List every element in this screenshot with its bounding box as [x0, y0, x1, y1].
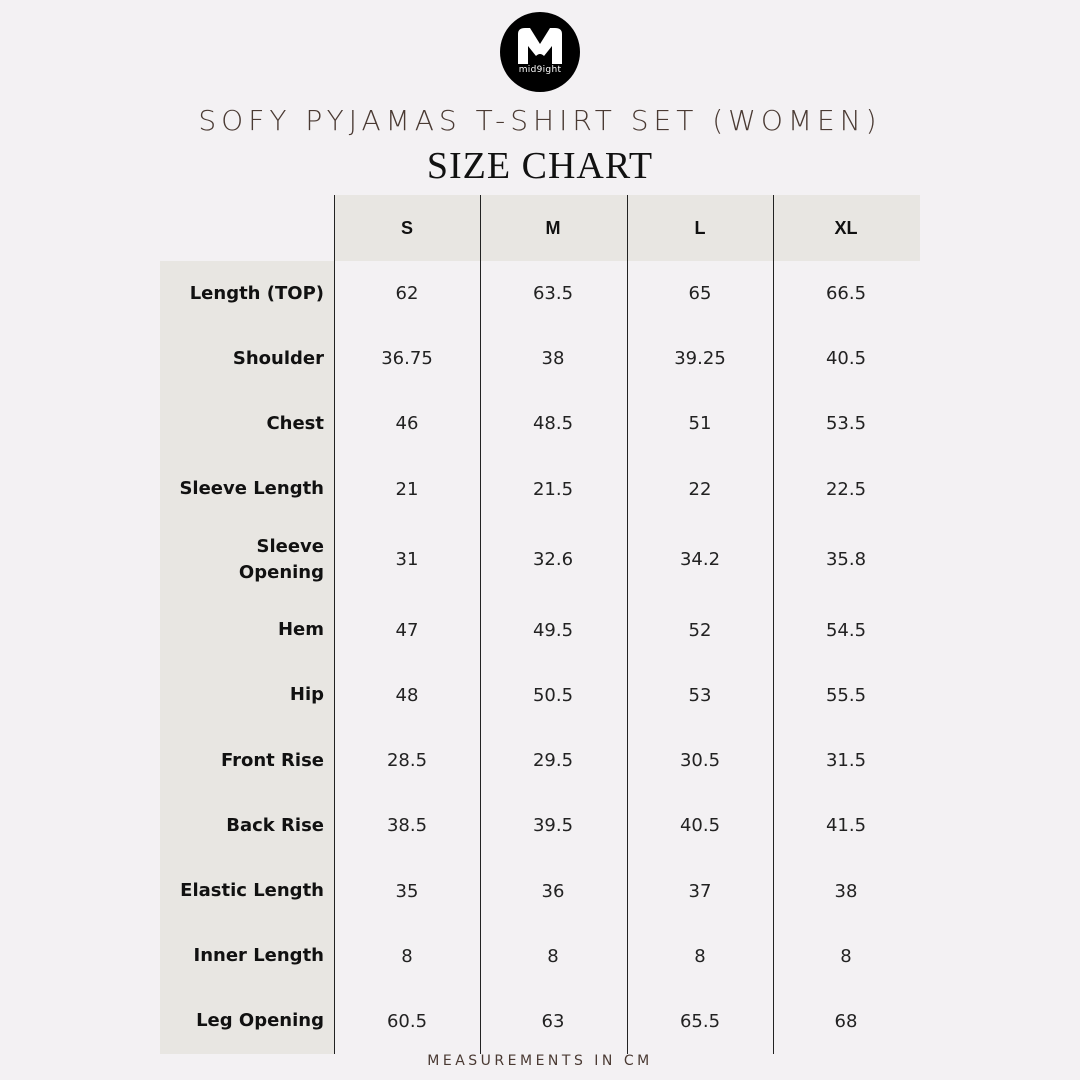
- table-cell: 62: [395, 283, 419, 305]
- row-label: Elastic Length: [180, 880, 324, 902]
- table-cell: 39.25: [674, 348, 726, 370]
- row-label: Front Rise: [220, 749, 324, 771]
- table-cell: 60.5: [386, 1010, 428, 1032]
- table-cell: 35.8: [825, 549, 867, 571]
- row-label: Sleeve Opening: [238, 535, 324, 583]
- table-cell: 50.5: [532, 684, 574, 706]
- table-cell: 37: [688, 880, 712, 902]
- row-label: Back Rise: [226, 814, 324, 836]
- table-cell: 41.5: [825, 815, 867, 837]
- table-cell: 65.5: [679, 1010, 721, 1032]
- table-cell: 38: [541, 348, 565, 370]
- table-cell: 39.5: [532, 815, 574, 837]
- table-cell: 28.5: [386, 750, 428, 772]
- product-title: SOFY PYJAMAS T-SHIRT SET (WOMEN): [198, 104, 882, 137]
- table-cell: 8: [840, 945, 852, 967]
- row-label: Shoulder: [232, 347, 324, 369]
- table-cell: 63: [541, 1010, 565, 1032]
- table-cell: 55.5: [825, 684, 867, 706]
- table-cell: 49.5: [532, 619, 574, 641]
- logo-m-icon: [500, 12, 580, 92]
- table-cell: 34.2: [679, 549, 721, 571]
- logo-wordmark: mid9ight: [518, 65, 562, 75]
- table-cell: 52: [688, 619, 712, 641]
- size-header-s: S: [400, 217, 413, 238]
- table-cell: 8: [694, 945, 706, 967]
- row-label: Inner Length: [193, 945, 324, 967]
- table-cell: 46: [395, 413, 419, 435]
- table-cell: 21.5: [532, 478, 574, 500]
- table-cell: 53: [688, 684, 712, 706]
- table-cell: 38: [834, 880, 858, 902]
- table-cell: 31.5: [825, 750, 867, 772]
- chart-title: SIZE CHART: [426, 145, 654, 187]
- table-cell: 66.5: [825, 283, 867, 305]
- row-label: Hem: [277, 619, 324, 641]
- row-label: Leg Opening: [196, 1010, 324, 1032]
- brand-logo: [500, 12, 580, 92]
- table-cell: 53.5: [825, 413, 867, 435]
- table-cell: 65: [688, 283, 712, 305]
- row-label: Hip: [289, 684, 324, 706]
- size-header-m: M: [545, 217, 561, 238]
- table-cell: 48.5: [532, 413, 574, 435]
- table-cell: 51: [688, 413, 712, 435]
- table-cell: 47: [395, 619, 419, 641]
- table-cell: 32.6: [532, 549, 574, 571]
- table-cell: 29.5: [532, 750, 574, 772]
- table-cell: 68: [834, 1010, 858, 1032]
- table-cell: 63.5: [532, 283, 574, 305]
- size-header-xl: XL: [834, 217, 858, 238]
- table-cell: 30.5: [679, 750, 721, 772]
- table-cell: 54.5: [825, 619, 867, 641]
- table-cell: 40.5: [679, 815, 721, 837]
- table-cell: 36.75: [381, 348, 433, 370]
- row-label: Length (TOP): [189, 282, 324, 304]
- table-cell: 40.5: [825, 348, 867, 370]
- table-cell: 8: [547, 945, 559, 967]
- table-cell: 38.5: [386, 815, 428, 837]
- table-cell: 22.5: [825, 478, 867, 500]
- table-cell: 8: [401, 945, 413, 967]
- table-cell: 31: [395, 549, 419, 571]
- table-cell: 35: [395, 880, 419, 902]
- measurement-unit-note: MEASUREMENTS IN CM: [427, 1053, 653, 1069]
- table-cell: 21: [395, 478, 419, 500]
- table-cell: 48: [395, 684, 419, 706]
- size-header-l: L: [694, 217, 706, 238]
- table-cell: 22: [688, 478, 712, 500]
- row-label: Sleeve Length: [179, 478, 324, 500]
- table-cell: 36: [541, 880, 565, 902]
- row-label: Chest: [266, 412, 324, 434]
